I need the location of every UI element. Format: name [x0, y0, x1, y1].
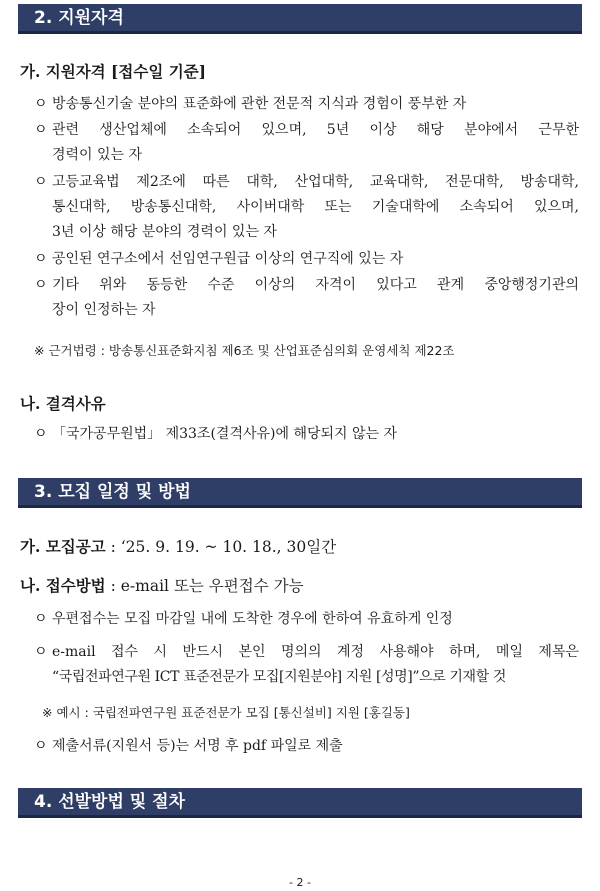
example-note: ※ 예시 : 국립전파연구원 표준전문가 모집 [통신설비] 지원 [홍길동]	[42, 705, 410, 720]
recruitment-notice-period: : ‘25. 9. 19. ~ 10. 18., 30일간	[105, 538, 337, 556]
bullet-mark: ㅇ	[34, 738, 48, 754]
qualification-item-1-line-1: 방송통신기술 분야의 표준화에 관한 전문적 지식과 경험이 풍부한 자	[52, 96, 467, 112]
application-method-label: 나. 접수방법	[20, 576, 106, 595]
recruitment-notice	[20, 535, 336, 557]
recruitment-notice-label: 가. 모집공고	[20, 537, 106, 556]
qualification-item-5-line-2: 장이 인정하는 자	[52, 302, 156, 318]
application-method	[20, 574, 304, 596]
page-number: - 2 -	[289, 876, 311, 889]
qualification-item-5	[34, 273, 579, 323]
disqualification-item-1	[34, 422, 579, 447]
application-method-detail: : e-mail 또는 우편접수 가능	[105, 577, 304, 595]
section-2-title: 2. 지원자격	[18, 4, 582, 34]
bullet-mark: ㅇ	[34, 277, 48, 293]
qualification-item-3-line-2: 통신대학, 방송통신대학, 사이버대학 또는 기술대학에 소속되어 있으며,	[52, 199, 579, 215]
bullet-mark: ㅇ	[34, 122, 48, 138]
method-item-3	[34, 734, 579, 759]
qualification-item-2-line-1: 관련 생산업체에 소속되어 있으며, 5년 이상 해당 분야에서 근무한	[52, 122, 579, 138]
qualification-item-1	[34, 92, 579, 117]
method-item-1-line-1: 우편접수는 모집 마감일 내에 도착한 경우에 한하여 유효하게 인정	[52, 611, 453, 627]
bullet-mark: ㅇ	[34, 251, 48, 267]
section-3-title: 3. 모집 일정 및 방법	[18, 478, 582, 508]
bullet-mark: ㅇ	[34, 611, 48, 627]
disqualification-heading: 나. 결격사유	[20, 394, 106, 413]
bullet-mark: ㅇ	[34, 96, 48, 112]
method-item-1	[34, 607, 579, 632]
method-item-2-line-2: “국립전파연구원 ICT 표준전문가 모집[지원분야] 지원 [성명]”으로 기재할 것	[52, 669, 506, 685]
bullet-mark: ㅇ	[34, 174, 48, 190]
method-item-3-line-1: 제출서류(지원서 등)는 서명 후 pdf 파일로 제출	[52, 738, 343, 754]
method-item-2-line-1: e-mail 접수 시 반드시 본인 명의의 계정 사용해야 하며, 메일 제목은	[52, 644, 579, 660]
legal-basis-note: ※ 근거법령 : 방송통신표준화지침 제6조 및 산업표준심의회 운영세칙 제22조	[34, 343, 455, 358]
qualification-item-3-line-3: 3년 이상 해당 분야의 경력이 있는 자	[52, 224, 277, 240]
qualification-item-5-line-1: 기타 위와 동등한 수준 이상의 자격이 있다고 관계 중앙행정기관의	[52, 277, 579, 293]
bullet-mark: ㅇ	[34, 426, 48, 442]
qualification-item-2	[34, 118, 579, 168]
disqualification-item-1-line-1: 「국가공무원법」 제33조(결격사유)에 해당되지 않는 자	[52, 426, 398, 442]
qualification-heading: 가. 지원자격 [접수일 기준]	[20, 62, 206, 81]
qualification-item-3	[34, 170, 579, 245]
method-item-2	[34, 640, 579, 690]
bullet-mark: ㅇ	[34, 644, 48, 660]
qualification-item-4-line-1: 공인된 연구소에서 선임연구원급 이상의 연구직에 있는 자	[52, 251, 404, 267]
qualification-item-4	[34, 247, 579, 272]
qualification-item-2-line-2: 경력이 있는 자	[52, 147, 143, 163]
qualification-item-3-line-1: 고등교육법 제2조에 따른 대학, 산업대학, 교육대학, 전문대학, 방송대학,	[52, 174, 579, 190]
section-4-title: 4. 선발방법 및 절차	[18, 788, 582, 818]
